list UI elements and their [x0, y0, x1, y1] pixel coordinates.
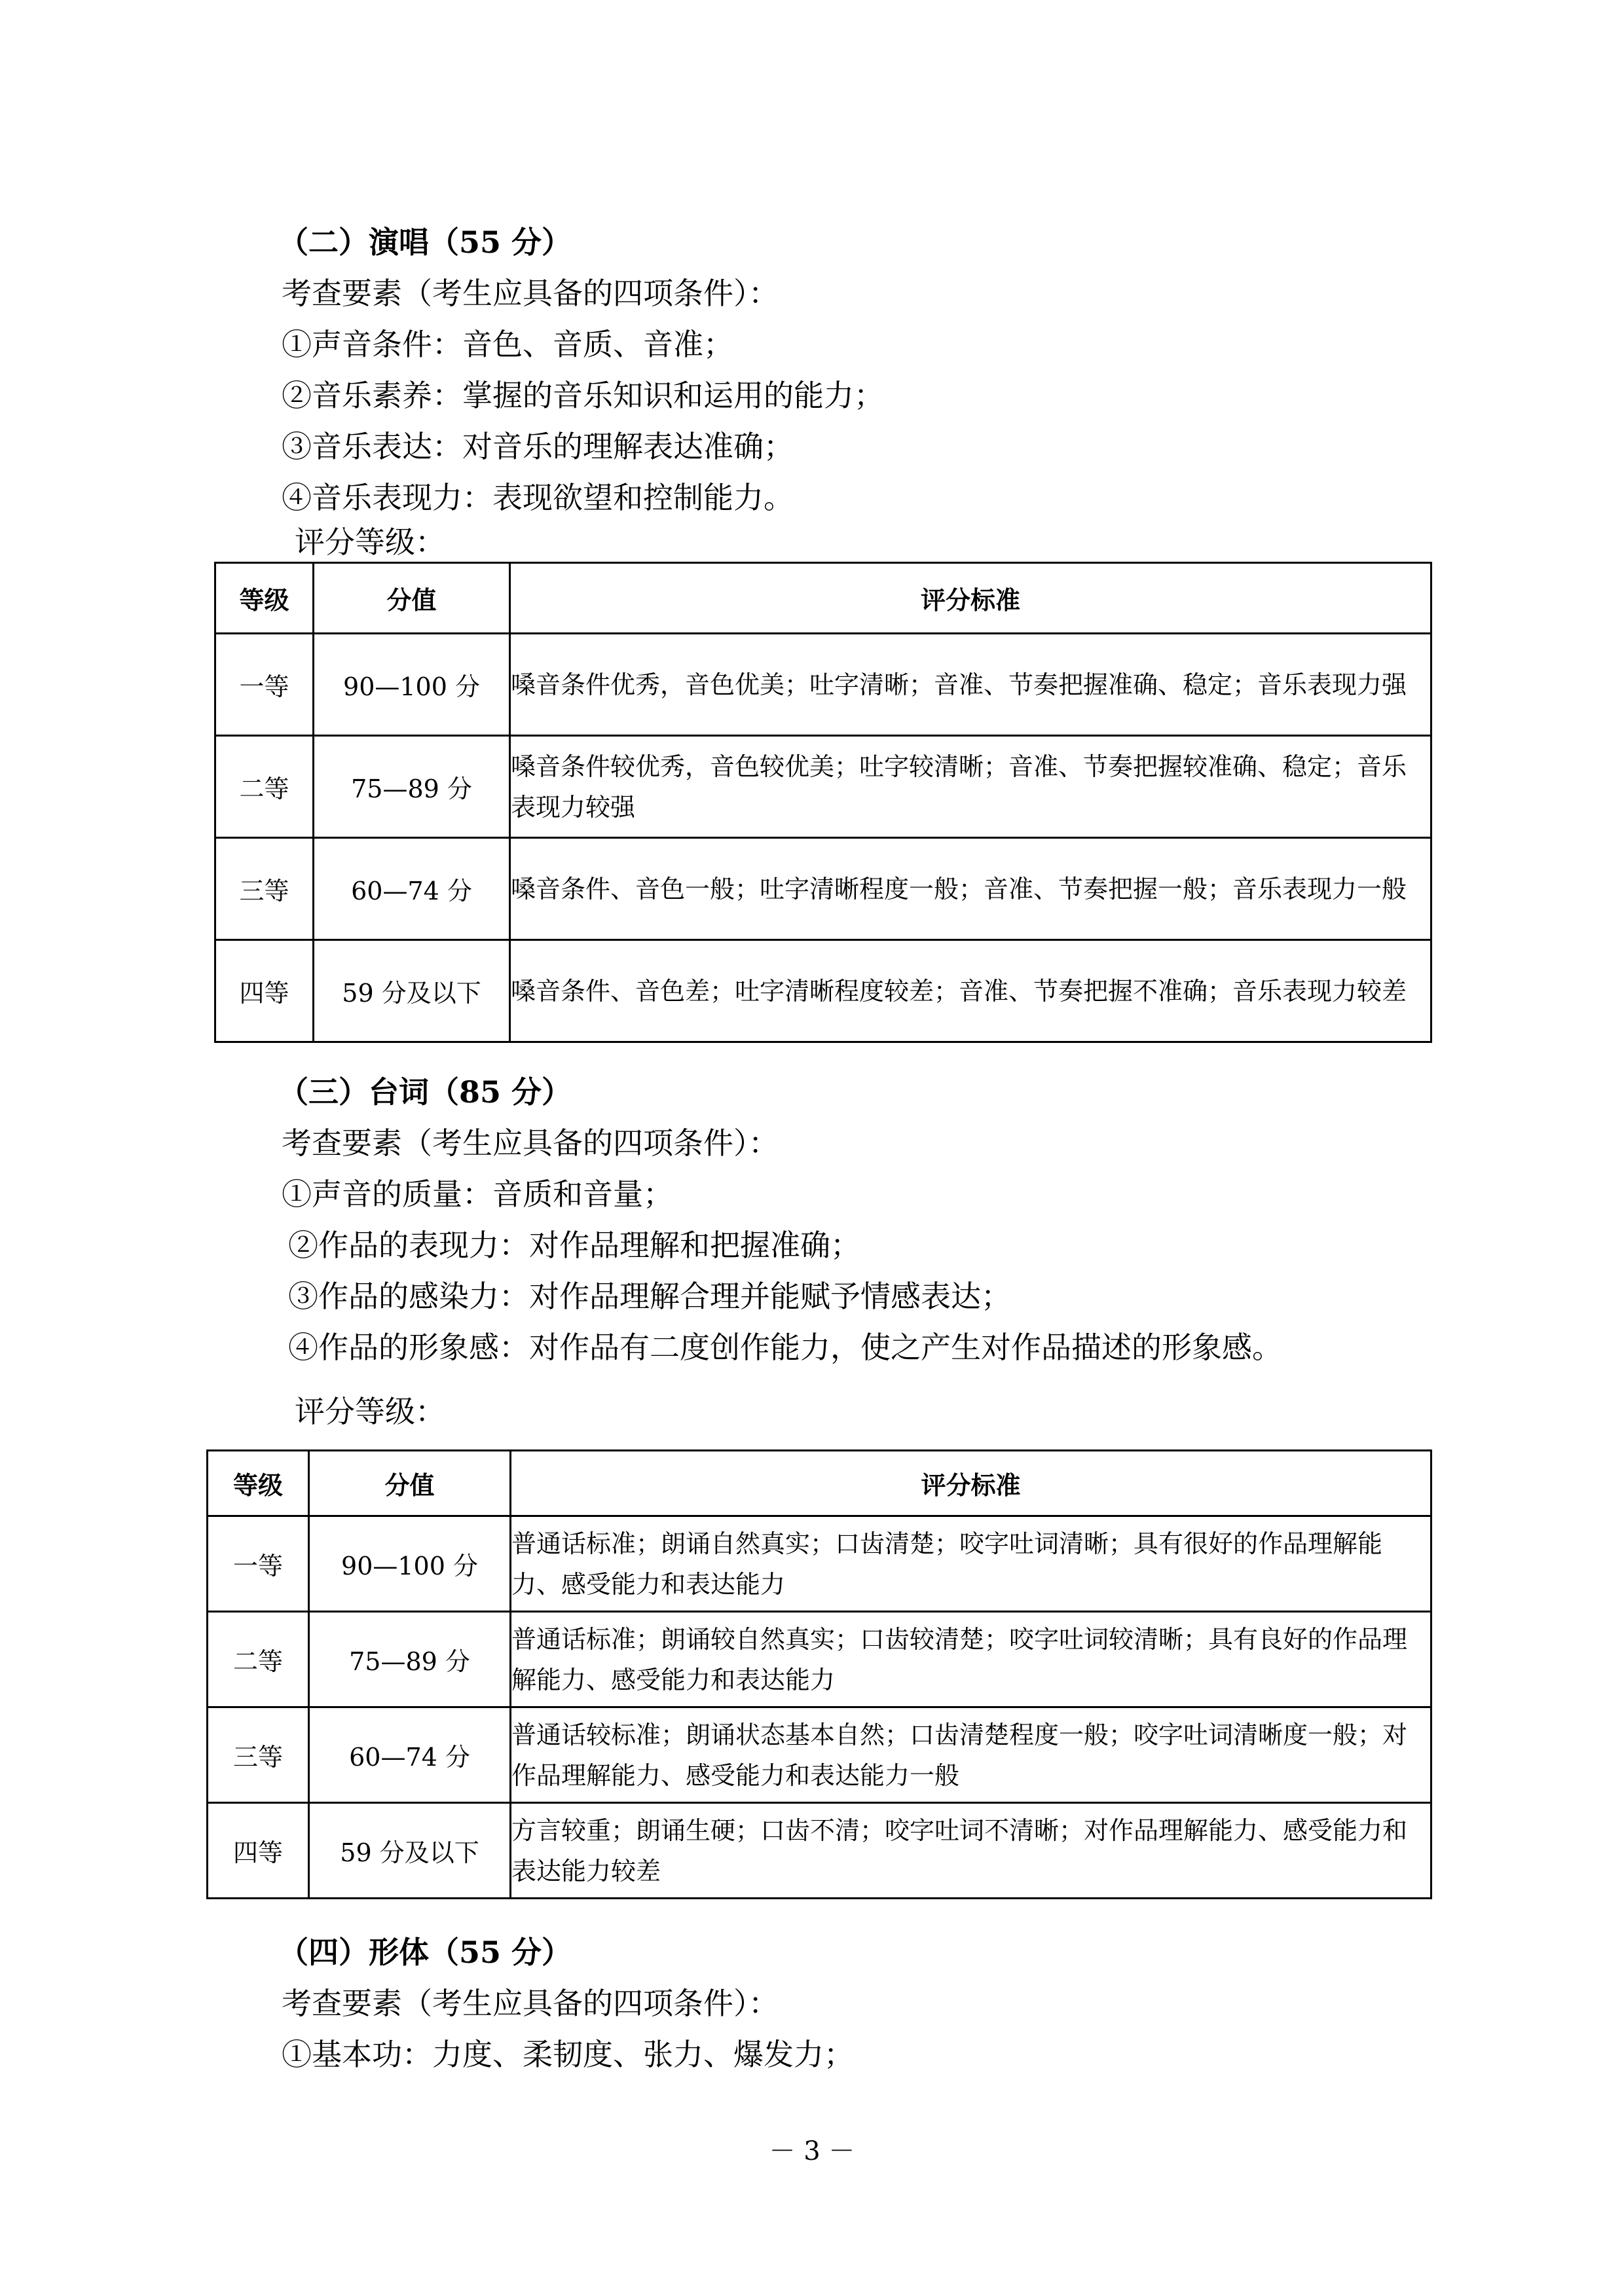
row-level: 四等: [215, 940, 314, 1042]
section3-requirements-title: 考查要素（考生应具备的四项条件）：: [282, 1125, 779, 1161]
table-row: [208, 1516, 1431, 1612]
section2-heading: （二）演唱（55 分）: [278, 225, 572, 260]
section3-heading: （三）台词（85 分）: [278, 1074, 572, 1110]
section4-heading: （四）形体（55 分）: [278, 1935, 572, 1970]
section2-item-4: ④音乐表现力：表现欲望和控制能力。: [282, 480, 794, 515]
section4-requirements-title: 考查要素（考生应具备的四项条件）：: [282, 1986, 779, 2021]
section3-grading-table: [206, 1449, 1432, 1899]
section2-grading-title: 评分等级：: [295, 524, 445, 560]
row-level: 一等: [208, 1516, 309, 1612]
row-criteria: 嗓音条件较优秀，音色较优美；吐字较清晰；音准、节奏把握较准确、稳定；音乐表现力较强: [510, 736, 1431, 838]
table-header-row: [215, 563, 1431, 634]
row-level: 二等: [215, 736, 314, 838]
row-score: 59 分及以下: [314, 940, 510, 1042]
header-score: 分值: [309, 1451, 511, 1516]
table-row: [215, 634, 1431, 736]
table-row: [215, 940, 1431, 1042]
section3-item-1: ①声音的质量：音质和音量；: [282, 1176, 673, 1212]
row-criteria: 普通话标准；朗诵自然真实；口齿清楚；咬字吐词清晰；具有很好的作品理解能力、感受能力和表达能力: [511, 1516, 1431, 1612]
row-level: 二等: [208, 1612, 309, 1707]
row-criteria: 嗓音条件、音色一般；吐字清晰程度一般；音准、节奏把握一般；音乐表现力一般: [510, 838, 1431, 940]
row-score: 90—100 分: [309, 1516, 511, 1612]
section2-requirements-title: 考查要素（考生应具备的四项条件）：: [282, 276, 779, 311]
section2-item-1: ①声音条件：音色、音质、音准；: [282, 327, 733, 362]
section3-item-3: ③作品的感染力：对作品理解合理并能赋予情感表达；: [288, 1279, 1011, 1314]
section4-item-1: ①基本功：力度、柔韧度、张力、爆发力；: [282, 2037, 854, 2072]
section3-grading-title: 评分等级：: [295, 1394, 445, 1429]
row-score: 90—100 分: [314, 634, 510, 736]
table-row: [208, 1803, 1431, 1899]
row-criteria: 方言较重；朗诵生硬；口齿不清；咬字吐词不清晰；对作品理解能力、感受能力和表达能力较差: [511, 1803, 1431, 1899]
row-level: 一等: [215, 634, 314, 736]
table-row: [208, 1707, 1431, 1803]
section2-item-3: ③音乐表达：对音乐的理解表达准确；: [282, 429, 794, 464]
table-header-row: [208, 1451, 1431, 1516]
section2-item-2: ②音乐素养：掌握的音乐知识和运用的能力；: [282, 378, 884, 413]
header-level: 等级: [208, 1451, 309, 1516]
table-row: [215, 736, 1431, 838]
section2-grading-table: [214, 562, 1432, 1043]
row-level: 四等: [208, 1803, 309, 1899]
row-score: 75—89 分: [309, 1612, 511, 1707]
header-criteria: 评分标准: [511, 1451, 1431, 1516]
row-criteria: 嗓音条件优秀，音色优美；吐字清晰；音准、节奏把握准确、稳定；音乐表现力强: [510, 634, 1431, 736]
row-score: 60—74 分: [309, 1707, 511, 1803]
table-row: [208, 1612, 1431, 1707]
section3-item-4: ④作品的形象感：对作品有二度创作能力，使之产生对作品描述的形象感。: [288, 1330, 1282, 1365]
row-score: 75—89 分: [314, 736, 510, 838]
page-number: － 3 －: [769, 2136, 855, 2166]
row-score: 60—74 分: [314, 838, 510, 940]
row-score: 59 分及以下: [309, 1803, 511, 1899]
header-criteria: 评分标准: [510, 563, 1431, 634]
header-level: 等级: [215, 563, 314, 634]
row-level: 三等: [208, 1707, 309, 1803]
header-score: 分值: [314, 563, 510, 634]
row-criteria: 普通话较标准；朗诵状态基本自然；口齿清楚程度一般；咬字吐词清晰度一般；对作品理解能力、感受能力和表达能力一般: [511, 1707, 1431, 1803]
row-criteria: 嗓音条件、音色差；吐字清晰程度较差；音准、节奏把握不准确；音乐表现力较差: [510, 940, 1431, 1042]
row-criteria: 普通话标准；朗诵较自然真实；口齿较清楚；咬字吐词较清晰；具有良好的作品理解能力、感受能力和表达能力: [511, 1612, 1431, 1707]
section3-item-2: ②作品的表现力：对作品理解和把握准确；: [288, 1228, 860, 1263]
table-row: [215, 838, 1431, 940]
row-level: 三等: [215, 838, 314, 940]
